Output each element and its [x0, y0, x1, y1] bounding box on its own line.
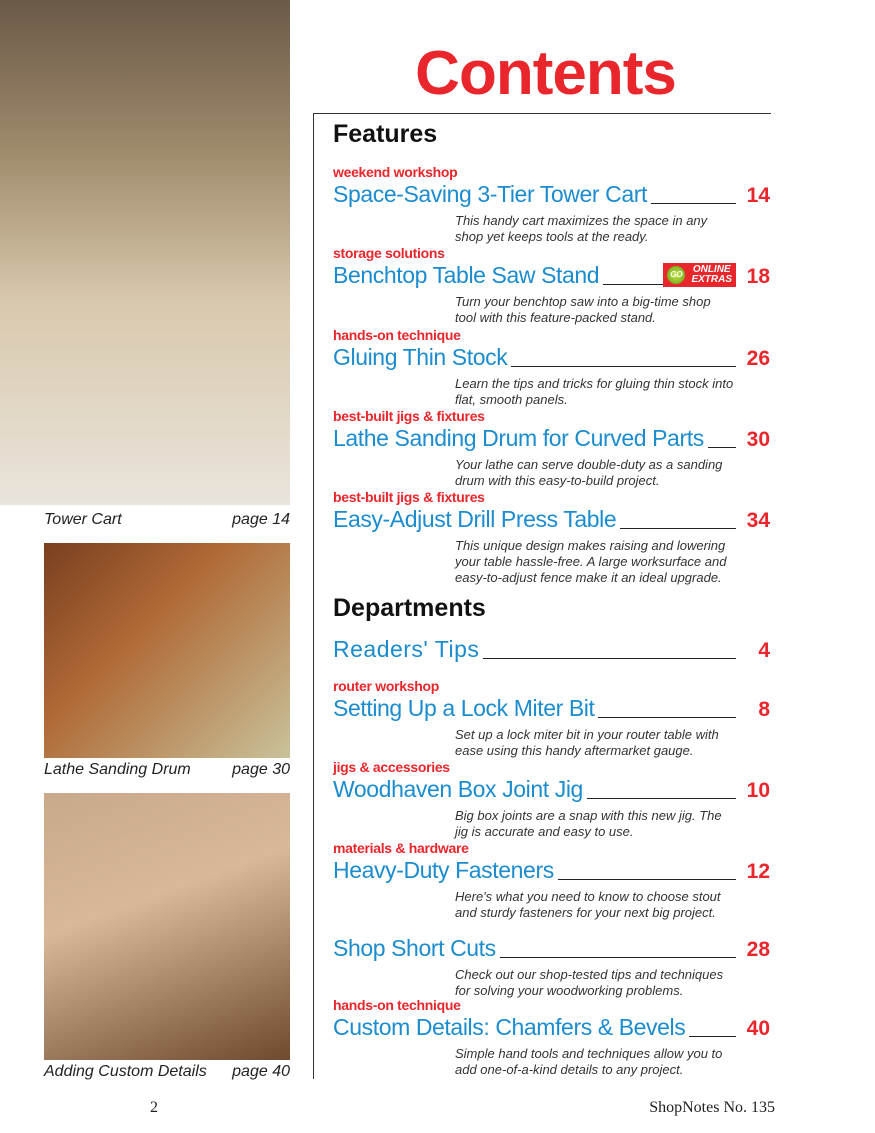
entry-category: storage solutions: [333, 245, 445, 261]
lathe-sanding-drum-photo: [44, 543, 290, 758]
entry-description: This unique design makes raising and lowering your table hassle-free. A large worksurface and easy-to-adjust fence make it an ideal upgrade.: [455, 538, 727, 585]
go-icon: GO: [667, 266, 685, 284]
entry-title[interactable]: Readers' Tips: [333, 636, 480, 662]
caption-page: page 14: [232, 511, 290, 528]
caption-page: page 30: [232, 761, 290, 778]
leader-line: [598, 717, 736, 718]
entry-title[interactable]: Woodhaven Box Joint Jig: [333, 776, 583, 802]
divider: [313, 113, 771, 114]
toc-entry[interactable]: [333, 679, 770, 759]
leader-line: [603, 284, 663, 285]
entry-page: 30: [746, 428, 770, 451]
entry-category: best-built jigs & fixtures: [333, 408, 485, 424]
entry-title[interactable]: Lathe Sanding Drum for Curved Parts: [333, 425, 704, 451]
leader-line: [689, 1036, 736, 1037]
entry-page: 40: [746, 1017, 770, 1040]
leader-line: [708, 447, 736, 448]
entry-page: 34: [746, 509, 770, 532]
leader-line: [651, 203, 736, 204]
divider: [313, 113, 314, 1079]
tower-cart-photo: [0, 0, 290, 505]
leader-line: [558, 879, 736, 880]
entry-page: 28: [746, 938, 770, 961]
entry-page: 14: [746, 184, 770, 207]
caption-text: Tower Cart: [44, 511, 122, 528]
entry-title[interactable]: Custom Details: Chamfers & Bevels: [333, 1014, 686, 1040]
entry-page: 10: [746, 779, 770, 802]
page-number: 2: [150, 1099, 158, 1116]
photo-caption: [44, 761, 290, 779]
entry-title[interactable]: Heavy-Duty Fasteners: [333, 857, 554, 883]
entry-category: hands-on technique: [333, 997, 461, 1013]
entry-category: best-built jigs & fixtures: [333, 489, 485, 505]
entry-category: hands-on technique: [333, 327, 461, 343]
caption-text: Adding Custom Details: [44, 1063, 207, 1080]
entry-title[interactable]: Gluing Thin Stock: [333, 344, 508, 370]
entry-page: 26: [746, 347, 770, 370]
online-extras-badge[interactable]: [663, 263, 736, 287]
entry-category: router workshop: [333, 678, 439, 694]
entry-title[interactable]: Shop Short Cuts: [333, 935, 496, 961]
toc-entry[interactable]: [333, 841, 770, 921]
toc-entry[interactable]: [333, 919, 770, 999]
leader-line: [511, 366, 736, 367]
caption-text: Lathe Sanding Drum: [44, 761, 191, 778]
toc-entry[interactable]: [333, 490, 770, 586]
leader-line: [483, 658, 736, 659]
section-heading: Departments: [333, 594, 486, 622]
entry-description: Learn the tips and tricks for gluing thin stock into flat, smooth panels.: [455, 376, 734, 407]
toc-entry[interactable]: [333, 620, 770, 663]
entry-category: weekend workshop: [333, 164, 458, 180]
entry-description: Your lathe can serve double-duty as a sanding drum with this easy-to-build project.: [455, 457, 723, 488]
entry-page: 12: [746, 860, 770, 883]
publication-folio: ShopNotes No. 135: [649, 1099, 775, 1116]
page-title: Contents: [415, 39, 676, 108]
toc-entry[interactable]: [333, 328, 770, 408]
entry-title[interactable]: Benchtop Table Saw Stand: [333, 262, 600, 288]
entry-title[interactable]: Easy-Adjust Drill Press Table: [333, 506, 617, 532]
entry-category: jigs & accessories: [333, 759, 450, 775]
badge-line: ONLINE: [692, 264, 731, 275]
badge-line: EXTRAS: [691, 274, 732, 285]
entry-title[interactable]: Space-Saving 3-Tier Tower Cart: [333, 181, 647, 207]
leader-line: [620, 528, 736, 529]
entry-description: Check out our shop-tested tips and techniques for solving your woodworking problems.: [455, 967, 724, 998]
section-heading: Features: [333, 120, 438, 148]
entry-page: 18: [746, 265, 770, 288]
entry-page: 8: [758, 698, 770, 721]
caption-page: page 40: [232, 1063, 290, 1080]
toc-entry[interactable]: [333, 246, 770, 326]
entry-description: Turn your benchtop saw into a big-time shop tool with this feature-packed stand.: [455, 294, 711, 325]
photo-caption: [44, 511, 290, 529]
leader-line: [587, 798, 736, 799]
custom-details-photo: [44, 793, 290, 1060]
toc-entry[interactable]: [333, 998, 770, 1078]
entry-title[interactable]: Setting Up a Lock Miter Bit: [333, 695, 595, 721]
toc-entry[interactable]: [333, 409, 770, 489]
toc-entry[interactable]: [333, 165, 770, 245]
entry-category: materials & hardware: [333, 840, 469, 856]
photo-caption: [44, 1063, 290, 1081]
entry-description: Big box joints are a snap with this new jig. The jig is accurate and easy to use.: [455, 808, 722, 839]
leader-line: [500, 957, 736, 958]
entry-page: 4: [758, 639, 770, 662]
entry-description: Set up a lock miter bit in your router table with ease using this handy aftermarket gauge.: [455, 727, 719, 758]
entry-description: This handy cart maximizes the space in any shop yet keeps tools at the ready.: [455, 213, 708, 244]
toc-entry[interactable]: [333, 760, 770, 840]
entry-description: Simple hand tools and techniques allow you to add one-of-a-kind details to any project.: [455, 1046, 723, 1077]
entry-description: Here's what you need to know to choose stout and sturdy fasteners for your next big project.: [455, 889, 721, 920]
